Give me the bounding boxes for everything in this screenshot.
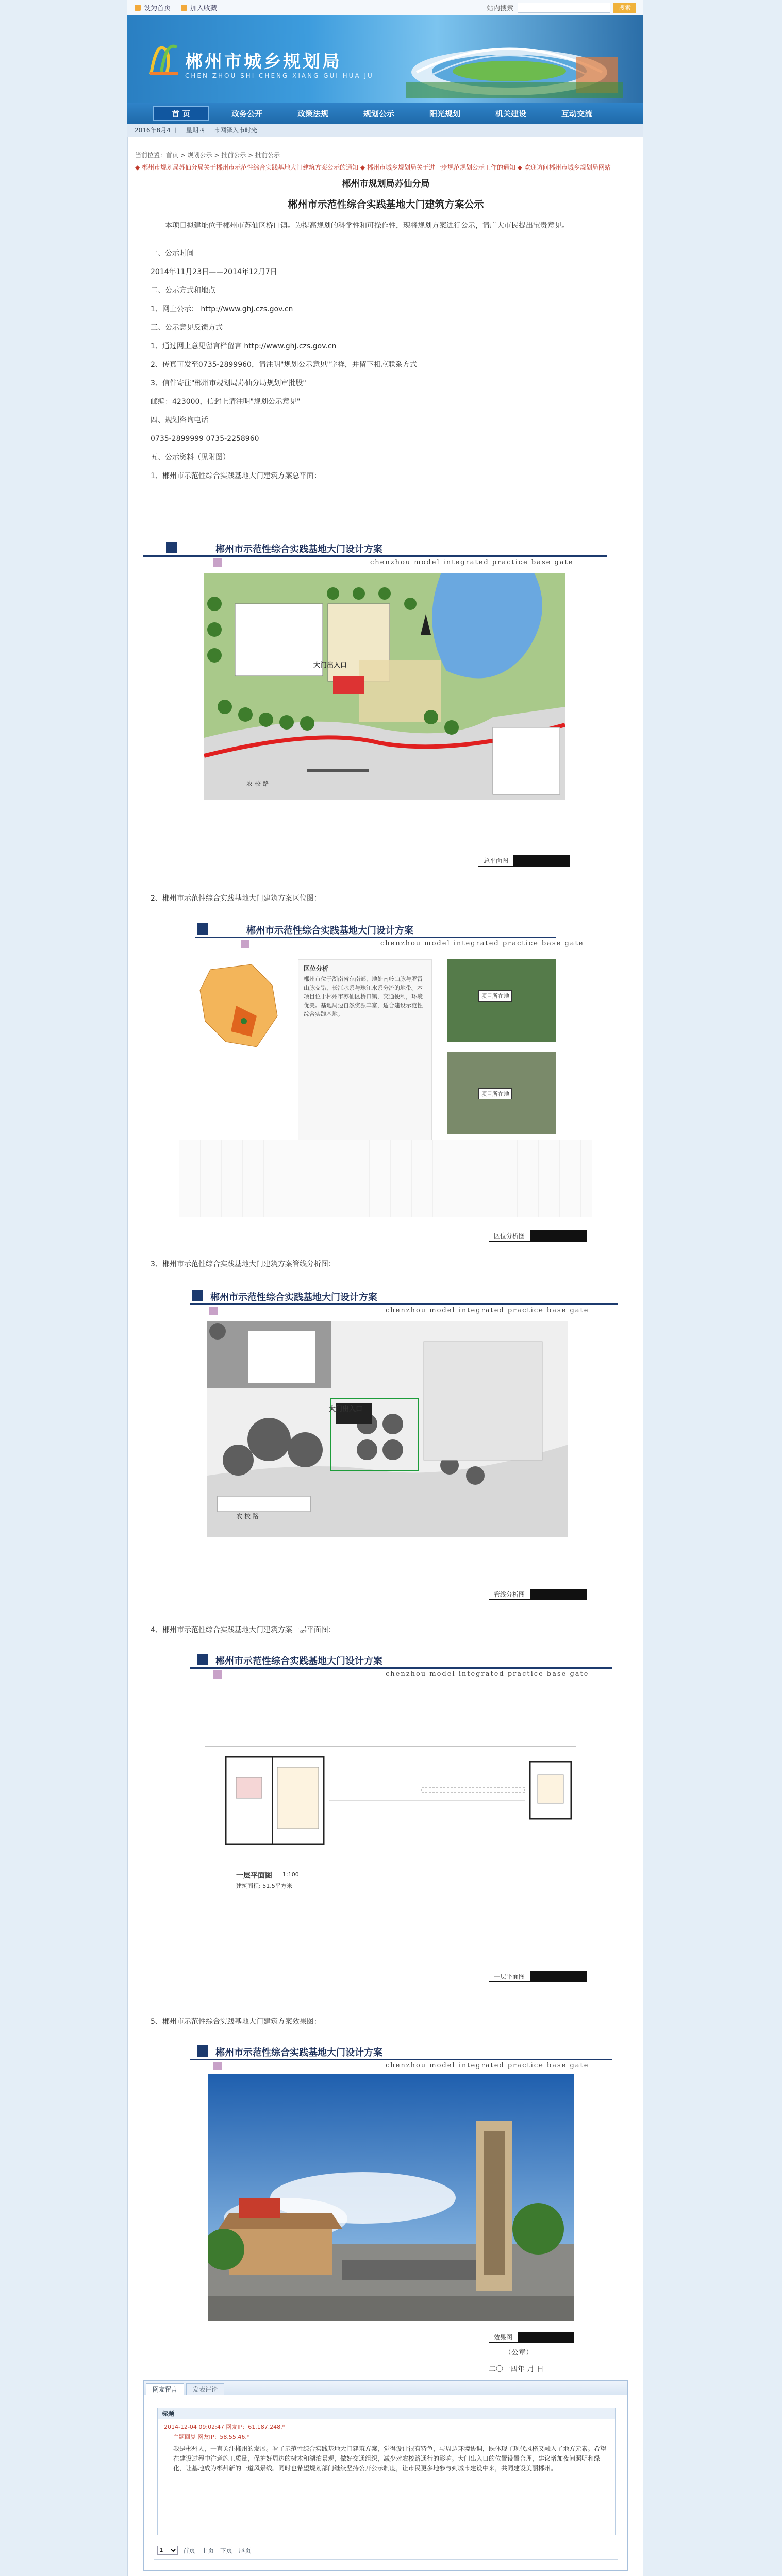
add-favorite-link[interactable] xyxy=(181,3,217,12)
content-panel xyxy=(127,137,643,2576)
section-1-heading: 一、公示时间 xyxy=(151,249,194,258)
sign-date: 二〇一四年 月 日 xyxy=(489,2365,544,2374)
figure-subtitle: chenzhou model integrated practice base gate xyxy=(380,940,584,947)
figure-marker-square xyxy=(197,2045,208,2057)
figure-marker-square xyxy=(197,923,208,935)
official-seal-text: （公章） xyxy=(504,2349,533,2357)
floor-plan-area: 建筑面积: 51.5平方米 xyxy=(236,1883,292,1889)
section-2-value: 1、网上公示： http://www.ghj.czs.gov.cn xyxy=(151,305,293,313)
nav-policies[interactable]: 政策法规 xyxy=(297,109,328,118)
figure-subtitle: chenzhou model integrated practice base gate xyxy=(370,558,574,566)
caption-block xyxy=(530,1971,587,1982)
comment-panel xyxy=(157,2408,616,2535)
date-text: 2016年8月4日 xyxy=(135,127,177,134)
page-select[interactable] xyxy=(157,2546,178,2555)
search-label: 站内搜索 xyxy=(486,5,513,12)
nav-home[interactable]: 首 页 xyxy=(153,106,209,121)
tab-messages[interactable]: 网友留言 xyxy=(146,2383,184,2395)
comment-meta: 2014-12-04 09:02:47 网友IP：61.187.248.* xyxy=(164,2424,286,2430)
location-sketch-background xyxy=(179,1140,592,1217)
figure-accent-square xyxy=(209,1307,218,1315)
section-5-item-2: 2、郴州市示范性综合实践基地大门建筑方案区位图： xyxy=(151,894,321,903)
comment-body: 我是郴州人，一直关注郴州的发展。看了示范性综合实践基地大门建筑方案，觉得设计很有特色，与周边环境协调，既体现了现代风格又融入了地方元素。希望在建设过程中注意施工质量，保护好周边的树木和湖泊景观，做好交通组织，减少对农校路通行的影响。大门出入口的位置设置合理，建议增加夜间照明和绿化，让基地成为郴州新的一道风景线。同时也希望规划部门继续坚持公开公示制度，让市民更多地参与到城市建设中来，共同建设美丽郴州。 xyxy=(173,2445,607,2472)
figure-subtitle: chenzhou model integrated practice base gate xyxy=(386,2062,589,2070)
comment-panel-title: 标题 xyxy=(158,2408,615,2419)
caption-block xyxy=(513,855,570,867)
figure-title-rule xyxy=(195,937,556,938)
figure-accent-square xyxy=(213,1670,222,1679)
comment-reply-meta: 主题回复 网友IP：58.55.46.* xyxy=(173,2434,250,2441)
floor-plan-drawing xyxy=(205,1736,576,1860)
set-home-label: 设为首页 xyxy=(144,5,171,12)
section-4-value: 0735-2899999 0735-2258960 xyxy=(151,435,259,443)
figure-caption: 一层平面图 xyxy=(489,1971,530,1982)
location-text: 郴州市位于湖南省东南部，地处南岭山脉与罗霄山脉交错、长江水系与珠江水系分流的地带。本项目位于郴州市苏仙区桥口镇，交通便利，环境优美。基地周边自然资源丰富，适合建设示范性综合实践基地。 xyxy=(304,976,423,1018)
search-input[interactable] xyxy=(518,3,610,13)
caption-block xyxy=(530,1589,587,1600)
section-3-item-2: 2、传真可发至0735-2899960，请注明"规划公示意见"字样，并留下相应联系方式 xyxy=(151,361,417,369)
section-5-item-5: 5、郴州市示范性综合实践基地大门建筑方案效果图： xyxy=(151,2018,321,2026)
figure-caption-bar xyxy=(489,1589,587,1600)
star-icon xyxy=(181,5,187,11)
nav-interaction[interactable]: 互动交流 xyxy=(561,109,592,118)
article-title: 郴州市示范性综合实践基地大门建筑方案公示 xyxy=(288,199,484,210)
pipeline-road-label: 农 校 路 xyxy=(236,1513,259,1520)
figure-subtitle: chenzhou model integrated practice base gate xyxy=(386,1670,589,1678)
figure-accent-square xyxy=(213,558,222,567)
aerial-photo-2-label: 项目所在地 xyxy=(478,1088,512,1099)
site-plan-drawing xyxy=(204,573,565,800)
figure-caption-bar xyxy=(489,1971,587,1982)
pipeline-drawing xyxy=(207,1321,568,1537)
figure-rendering xyxy=(128,2045,644,2344)
weather-text: 市网泽入市时光 xyxy=(213,127,257,134)
figure-caption-bar xyxy=(478,855,570,867)
nav-sunshine-planning[interactable]: 阳光规划 xyxy=(429,109,460,118)
aerial-photo-2 xyxy=(447,1052,556,1134)
pager-first[interactable]: 首页 xyxy=(183,2547,196,2554)
article-intro: 本项目拟建址位于郴州市苏仙区桥口镇。为提高规划的科学性和可操作性，现将规划方案进行公示，请广大市民提出宝贵意见。 xyxy=(165,222,569,230)
site-gate-label: 大门出入口 xyxy=(313,662,347,669)
figure-title: 郴州市示范性综合实践基地大门设计方案 xyxy=(215,1656,382,1667)
gate-rendering-image xyxy=(208,2074,574,2321)
pager-next[interactable]: 下页 xyxy=(220,2547,233,2554)
figure-caption: 总平面图 xyxy=(478,855,513,867)
section-5-item-4: 4、郴州市示范性综合实践基地大门建筑方案一层平面图： xyxy=(151,1626,336,1634)
figure-title: 郴州市示范性综合实践基地大门设计方案 xyxy=(215,2047,382,2058)
site-title: 郴州市城乡规划局 xyxy=(185,52,342,72)
figure-floor-plan xyxy=(128,1654,644,1984)
bureau-logo-icon xyxy=(146,38,182,79)
figure-accent-square xyxy=(213,2062,222,2070)
figure-title-rule xyxy=(143,555,607,557)
figure-caption-bar xyxy=(489,1230,587,1242)
home-icon xyxy=(135,5,141,11)
comments-pager xyxy=(157,2546,257,2555)
nav-planning-notice[interactable]: 规划公示 xyxy=(363,109,394,118)
pager-last[interactable]: 尾页 xyxy=(239,2547,252,2554)
figure-caption: 管线分析图 xyxy=(489,1589,530,1600)
top-bar xyxy=(127,0,643,15)
section-5-item-3: 3、郴州市示范性综合实践基地大门建筑方案管线分析图： xyxy=(151,1260,336,1268)
news-ticker[interactable]: ◆ 郴州市规划局苏仙分局关于郴州市示范性综合实践基地大门建筑方案公示的通知 ◆ 郴州市城乡规划局关于进一步规范规划公示工作的通知 ◆ 欢迎访问郴州市城乡规划局网站 xyxy=(135,164,611,171)
banner xyxy=(127,15,643,103)
figure-marker-square xyxy=(197,1654,208,1665)
figure-title-rule xyxy=(190,1667,612,1669)
figure-location xyxy=(128,923,644,1243)
section-5-heading: 五、公示资料（见附图） xyxy=(151,453,230,462)
figure-marker-square xyxy=(192,1290,203,1301)
caption-block xyxy=(530,1230,587,1242)
nav-agency[interactable]: 机关建设 xyxy=(495,109,526,118)
pager-prev[interactable]: 上页 xyxy=(202,2547,214,2554)
location-map-image xyxy=(195,959,288,1052)
figure-title-rule xyxy=(190,1303,618,1305)
add-favorite-label: 加入收藏 xyxy=(190,5,218,12)
weekday-text: 星期四 xyxy=(186,127,205,134)
section-3-item-1: 1、通过网上意见留言栏留言 http://www.ghj.czs.gov.cn xyxy=(151,342,337,350)
section-2-heading: 二、公示方式和地点 xyxy=(151,286,215,295)
site-road-label: 农 校 路 xyxy=(246,780,269,787)
set-home-link[interactable] xyxy=(135,3,171,12)
figure-accent-square xyxy=(241,940,249,948)
comments-widget xyxy=(143,2380,628,2571)
figure-marker-square xyxy=(166,542,177,553)
nav-government-affairs[interactable]: 政务公开 xyxy=(231,109,262,118)
aerial-photo-1-label: 项目所在地 xyxy=(478,990,512,1002)
figure-title: 郴州市示范性综合实践基地大门设计方案 xyxy=(246,925,413,936)
figure-subtitle: chenzhou model integrated practice base gate xyxy=(386,1307,589,1314)
caption-block xyxy=(518,2332,574,2343)
section-3-item-3: 3、信件寄往"郴州市规划局苏仙分局规划审批股" xyxy=(151,379,306,387)
site-subtitle: CHEN ZHOU SHI CHENG XIANG GUI HUA JU xyxy=(185,72,374,79)
comments-divider xyxy=(154,2559,618,2560)
section-3-heading: 三、公示意见反馈方式 xyxy=(151,324,223,332)
main-nav xyxy=(127,103,643,124)
figure-pipeline xyxy=(128,1290,644,1599)
floor-plan-title: 一层平面图 xyxy=(236,1872,272,1880)
stadium-image xyxy=(406,26,623,98)
date-bar xyxy=(127,124,643,137)
figure-site-plan xyxy=(128,542,644,872)
figure-caption: 效果图 xyxy=(489,2332,518,2343)
section-5-item-1: 1、郴州市示范性综合实践基地大门建筑方案总平面： xyxy=(151,472,321,480)
tab-post-comment[interactable]: 发表评论 xyxy=(186,2383,224,2395)
article-department: 郴州市规划局苏仙分局 xyxy=(342,179,430,189)
pipeline-gate-label: 大门出入口 xyxy=(329,1405,363,1413)
figure-caption-bar xyxy=(489,2332,574,2343)
breadcrumb: 当前位置：首页 > 规划公示 > 批前公示 > 批前公示 xyxy=(135,151,280,159)
section-1-value: 2014年11月23日——2014年12月7日 xyxy=(151,268,277,276)
location-heading: 区位分析 xyxy=(304,965,329,972)
figure-title-rule xyxy=(190,2059,612,2060)
aerial-photo-1 xyxy=(447,959,556,1042)
figure-title: 郴州市示范性综合实践基地大门设计方案 xyxy=(210,1292,377,1303)
figure-title: 郴州市示范性综合实践基地大门设计方案 xyxy=(215,544,382,555)
search-button[interactable]: 搜索 xyxy=(613,3,636,13)
section-3-item-4: 邮编：423000，信封上请注明"规划公示意见" xyxy=(151,398,301,406)
section-4-heading: 四、规划咨询电话 xyxy=(151,416,208,425)
figure-caption: 区位分析图 xyxy=(489,1230,530,1242)
comments-tabs xyxy=(144,2381,627,2395)
floor-plan-scale: 1:100 xyxy=(282,1871,299,1878)
